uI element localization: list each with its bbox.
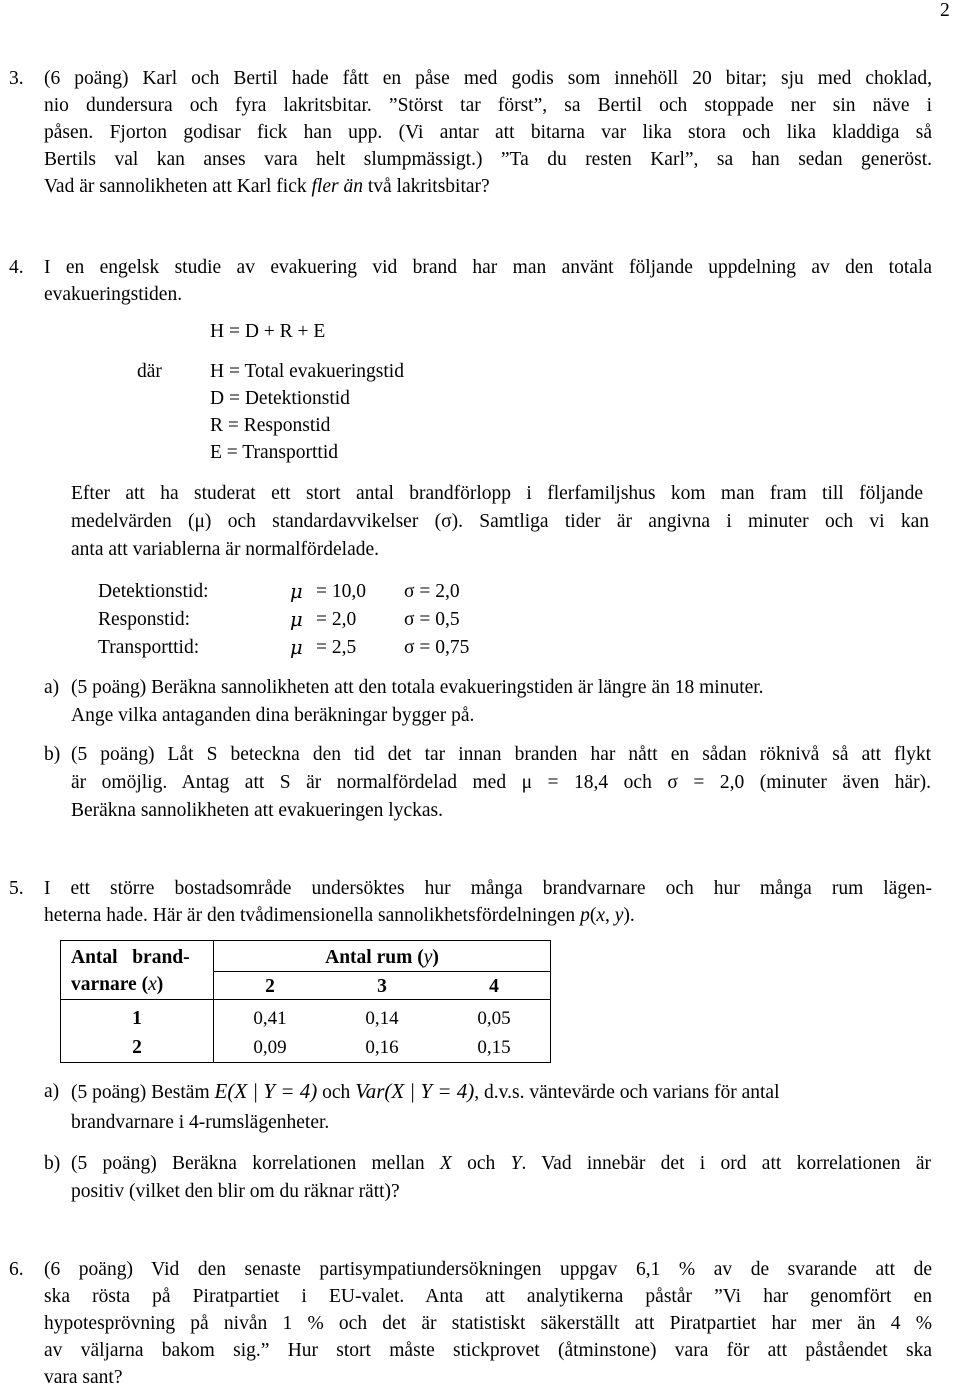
question-5-line: I ett större bostadsområde undersöktes hur många brandvarnare och hur många rum lägen- [44, 878, 932, 899]
dar-label: där [137, 361, 162, 382]
row-value: 1 [132, 1008, 142, 1029]
question-4b-line: (5 poäng) Låt S beteckna den tid det tar innan branden har nått en sådan röknivå så att flykt [71, 744, 931, 765]
sigma-value: σ = 0,5 [404, 609, 460, 630]
mu-value: = 2,0 [316, 609, 357, 630]
page-number: 2 [940, 0, 950, 21]
table-cell: 0,09 [253, 1037, 287, 1058]
question-6-line: vara sant? [44, 1367, 123, 1388]
question-6-line: av väljarna bakom sig.” Hur stort måste stickprovet (åtminstone) vara för att påståendet ska [44, 1340, 932, 1361]
sigma-value: σ = 0,75 [404, 637, 470, 658]
question-5a-line: (5 poäng) Bestäm E(X | Y = 4) och Var(X | Y = 4), d.v.s. väntevärde och varians för antal [71, 1079, 780, 1103]
formula: H = D + R + E [210, 321, 326, 342]
question-4-line: I en engelsk studie av evakuering vid brand har man använt följande uppdelning av den totala [44, 257, 932, 278]
question-3-line: (6 poäng) Karl och Bertil hade fått en påse med godis som innehöll 20 bitar; sju med choklad, [44, 68, 932, 89]
column-value: 4 [489, 976, 499, 997]
table-cell: 0,05 [477, 1008, 511, 1029]
question-3-line: Bertils val kan anses vara helt slumpmässigt.) ”Ta du resten Karl”, sa han sedan generöst. [44, 149, 932, 170]
subquestion-label: a) [44, 1081, 60, 1102]
definition: D = Detektionstid [210, 388, 350, 409]
question-5-line: heterna hade. Här är den tvådimensionella sannolikhetsfördelningen p(x, y). [44, 905, 635, 926]
question-4-paragraph: Efter att ha studerat ett stort antal brandförlopp i flerfamiljshus kom man fram till följande [71, 483, 923, 504]
mu-symbol: μ [290, 636, 303, 659]
mu-value: = 2,5 [316, 637, 357, 658]
param-name: Detektionstid: [98, 581, 209, 602]
row-header: Antal brand- varnare (x) [71, 947, 190, 995]
question-4-line: evakueringstiden. [44, 284, 183, 305]
question-6-line: (6 poäng) Vid den senaste partisympatiundersökningen uppgav 6,1 % av de svarande att de [44, 1259, 932, 1280]
question-3-line: påsen. Fjorton godisar fick han upp. (Vi antar att bitarna var lika stora och lika kladdiga så [44, 122, 932, 143]
table-cell: 0,14 [365, 1008, 399, 1029]
question-5-number: 5. [9, 878, 24, 899]
question-4a-line: (5 poäng) Beräkna sannolikheten att den totala evakueringstiden är längre än 18 minuter. [71, 677, 764, 698]
subquestion-label: b) [44, 744, 61, 765]
subquestion-label: a) [44, 677, 60, 698]
param-name: Transporttid: [98, 637, 200, 658]
question-6-number: 6. [9, 1259, 24, 1280]
probability-table [60, 940, 551, 1063]
subquestion-label: b) [44, 1153, 61, 1174]
table-cell: 0,41 [253, 1008, 287, 1029]
question-4-paragraph: anta att variablerna är normalfördelade. [71, 539, 380, 560]
mu-value: = 10,0 [316, 581, 366, 602]
mu-symbol: μ [290, 580, 303, 603]
question-3-line: nio dundersura och fyra lakritsbitar. ”Störst tar först”, sa Bertil och stoppade ner sin näve i [44, 95, 932, 116]
question-6-line: ska rösta på Piratpartiet i EU-valet. Anta att analytikerna påstår ”Vi har genomfört en [44, 1286, 932, 1307]
question-3-question: Vad är sannolikheten att Karl fick fler än två lakritsbitar? [44, 176, 490, 197]
column-value: 2 [265, 976, 275, 997]
question-5b-line: positiv (vilket den blir om du räknar rätt)? [71, 1181, 400, 1202]
question-4-number: 4. [9, 257, 24, 278]
row-value: 2 [132, 1037, 142, 1058]
mu-symbol: μ [290, 608, 303, 631]
question-6-line: hypotesprövning på nivån 1 % och det är statistiskt säkerställt att Piratpartiet har mer än 4 % [44, 1313, 932, 1334]
definition: H = Total evakueringstid [210, 361, 404, 382]
sigma-value: σ = 2,0 [404, 581, 460, 602]
table-cell: 0,15 [477, 1037, 511, 1058]
question-4b-line: är omöjlig. Antag att S är normalfördelad med μ = 18,4 och σ = 2,0 (minuter även här). [71, 772, 931, 793]
column-value: 3 [377, 976, 387, 997]
question-4-paragraph: medelvärden (μ) och standardavvikelser (σ). Samtliga tider är angivna i minuter och vi kan [71, 511, 929, 532]
definition: E = Transporttid [210, 442, 339, 463]
param-name: Responstid: [98, 609, 191, 630]
column-header: Antal rum (y) [325, 947, 439, 968]
definition: R = Responstid [210, 415, 331, 436]
table-cell: 0,16 [365, 1037, 399, 1058]
question-4b-line: Beräkna sannolikheten att evakueringen lyckas. [71, 800, 443, 821]
question-4a-line: Ange vilka antaganden dina beräkningar bygger på. [71, 705, 475, 726]
question-5b-line: (5 poäng) Beräkna korrelationen mellan X och Y. Vad innebär det i ord att korrelationen är [71, 1153, 931, 1174]
question-5a-line: brandvarnare i 4-rumslägenheter. [71, 1112, 330, 1133]
question-3-number: 3. [9, 68, 24, 89]
